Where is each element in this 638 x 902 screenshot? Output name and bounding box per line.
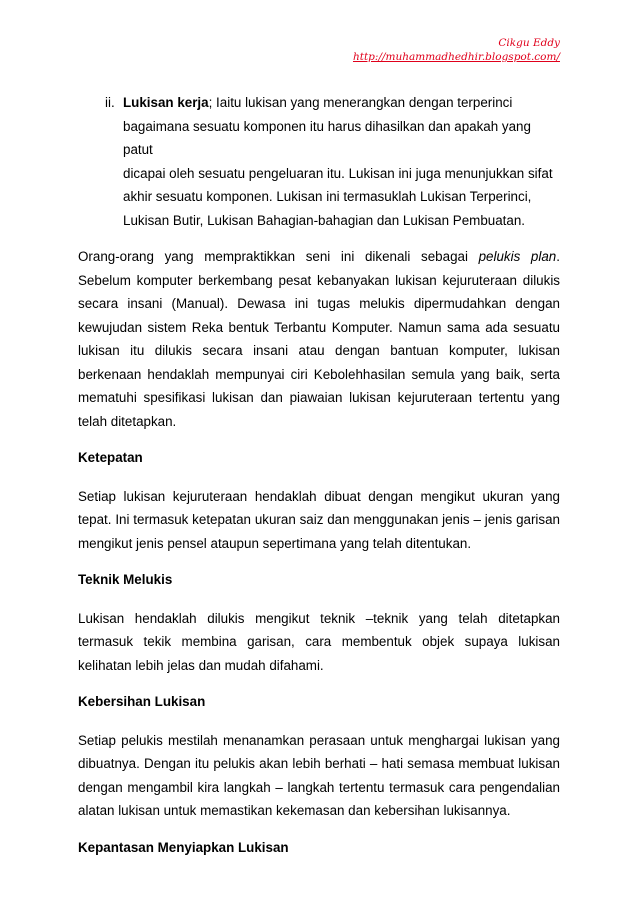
- list-marker: ii.: [105, 95, 115, 110]
- section-text-teknik-melukis: Lukisan hendaklah dilukis mengikut teknik –teknik yang telah ditetapkan termasuk tekik membina garisan, cara membentuk objek supaya lukisan kelihatan lebih jelas dan mudah difahami.: [78, 610, 560, 673]
- list-item-body: [123, 91, 560, 232]
- header-url-link[interactable]: http://muhammadhedhir.blogspot.com/: [352, 51, 560, 63]
- section-heading-ketepatan: Ketepatan: [78, 450, 143, 465]
- header-author: Cikgu Eddy: [498, 37, 560, 49]
- term-lukisan-kerja: Lukisan kerja: [123, 95, 209, 110]
- list-item-line-4: akhir sesuatu komponen. Lukisan ini termasuklah Lukisan Terperinci,: [123, 189, 532, 204]
- list-item-line-2: bagaimana sesuatu komponen itu harus dihasilkan dan apakah yang patut: [123, 118, 531, 157]
- list-item-lukisan-kerja: [78, 91, 560, 232]
- list-item-line-1: [123, 91, 560, 115]
- section-heading-kebersihan-lukisan: Kebersihan Lukisan: [78, 694, 206, 709]
- paragraph-pelukis-plan: [78, 245, 560, 433]
- list-item-line-1-text: ; Iaitu lukisan yang menerangkan dengan terperinci: [208, 95, 513, 110]
- section-text-kebersihan-lukisan: Setiap pelukis mestilah menanamkan perasaan untuk menghargai lukisan yang dibuatnya. Dengan itu pelukis akan lebih berhati – hati semasa membuat lukisan dengan mengambil kira langkah – langkah tertentu termasuk cara pengendalian alatan lukisan untuk memastikan kekemasan dan kebersihan lukisannya.: [78, 732, 560, 818]
- page-header: [353, 36, 560, 64]
- section-heading-kepantasan: Kepantasan Menyiapkan Lukisan: [78, 839, 289, 855]
- paragraph-text: Orang-orang yang mempraktikkan seni ini dikenali sebagai: [78, 249, 479, 264]
- emphasis-pelukis-plan: pelukis plan: [478, 249, 557, 264]
- list-item-line-3: dicapai oleh sesuatu pengeluaran itu. Lukisan ini juga menunjukkan sifat: [123, 165, 553, 181]
- document-body: [78, 91, 560, 874]
- list-item-line-5: Lukisan Butir, Lukisan Bahagian-bahagian dan Lukisan Pembuatan.: [123, 212, 526, 228]
- section-text-ketepatan: Setiap lukisan kejuruteraan hendaklah dibuat dengan mengikut ukuran yang tepat. Ini termasuk ketepatan ukuran saiz dan menggunakan jenis – jenis garisan mengikut jenis pensel ataupun sepertimana yang telah ditentukan.: [78, 488, 560, 551]
- section-heading-teknik-melukis: Teknik Melukis: [78, 572, 173, 587]
- paragraph-text: . Sebelum komputer berkembang pesat kebanyakan lukisan kejuruteraan dilukis secara insani (Manual). Dewasa ini tugas melukis dipermudahkan dengan kewujudan sistem Reka bentuk Terbantu Komputer. Namun sama ada sesuatu lukisan itu dilukis secara insani atau dengan bantuan komputer, lukisan berkenaan hendaklah mempunyai ciri Kebolehhasilan semula yang baik, serta mematuhi spesifikasi lukisan dan piawaian lukisan kejuruteraan tertentu yang telah ditetapkan.: [78, 249, 560, 429]
